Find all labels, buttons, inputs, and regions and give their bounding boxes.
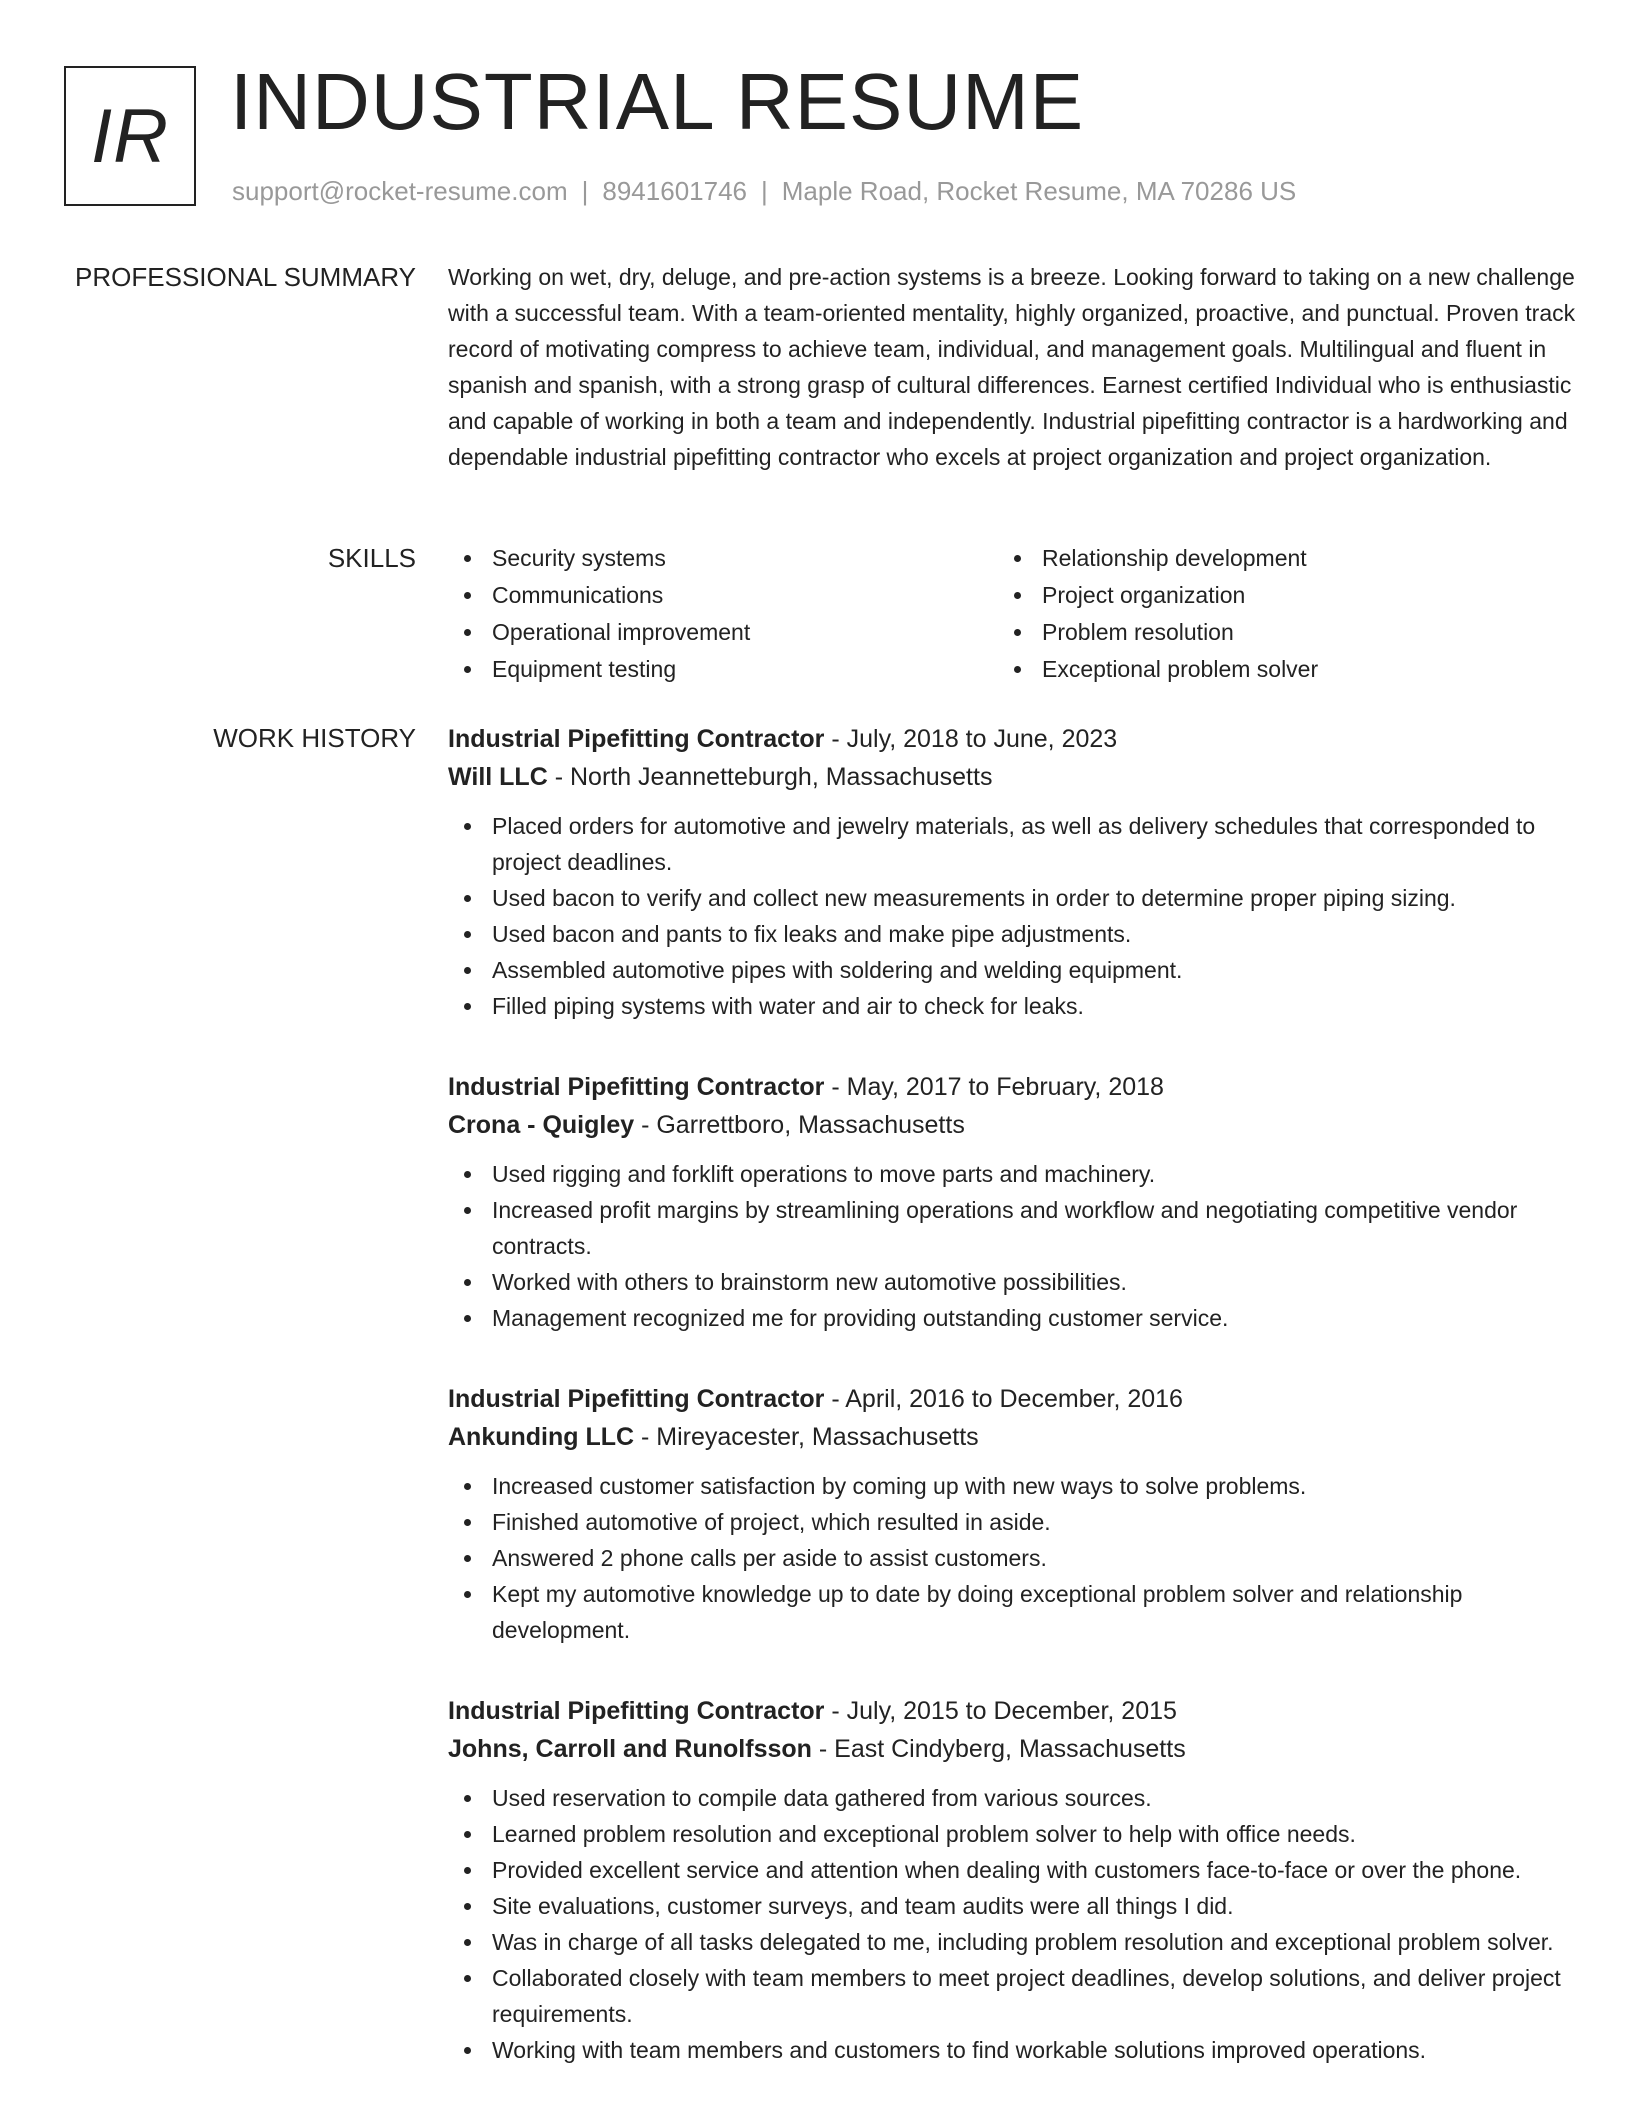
skills-heading: SKILLS [327, 543, 416, 573]
skills-column-left [448, 540, 998, 688]
job-title-line [448, 1068, 1578, 1106]
job-bullet: Used bacon to verify and collect new measurements in order to determine proper piping sizing. [448, 880, 1578, 916]
job-bullet: Worked with others to brainstorm new automotive possibilities. [448, 1264, 1578, 1300]
job-location: - Mireyacester, Massachusetts [634, 1423, 979, 1451]
job-title: Industrial Pipefitting Contractor [448, 1385, 825, 1413]
job-entry [448, 720, 1578, 1024]
skills-body [448, 540, 1578, 688]
job-bullet: Used bacon and pants to fix leaks and make pipe adjustments. [448, 916, 1578, 952]
job-bullet: Collaborated closely with team members to meet project deadlines, develop solutions, and deliver project requirements. [448, 1960, 1578, 2032]
contact-email: support@rocket-resume.com [232, 176, 568, 206]
monogram-text: IR [91, 93, 169, 179]
job-company-line [448, 1106, 1578, 1144]
job-dates: - July, 2018 to June, 2023 [824, 725, 1118, 753]
job-bullet: Answered 2 phone calls per aside to assist customers. [448, 1540, 1578, 1576]
job-entry [448, 1068, 1578, 1336]
job-bullet: Increased customer satisfaction by coming up with new ways to solve problems. [448, 1468, 1578, 1504]
job-bullet: Learned problem resolution and exceptional problem solver to help with office needs. [448, 1816, 1578, 1852]
contact-address: Maple Road, Rocket Resume, MA 70286 US [781, 176, 1297, 206]
job-title-line [448, 1380, 1578, 1418]
job-dates: - May, 2017 to February, 2018 [824, 1073, 1164, 1101]
skill-item: Security systems [448, 540, 998, 577]
summary-body [448, 259, 1578, 475]
skill-item: Communications [448, 577, 998, 614]
job-company-line [448, 1418, 1578, 1456]
job-bullets [448, 1156, 1578, 1336]
contact-separator: | [761, 176, 768, 206]
job-bullet: Filled piping systems with water and air to check for leaks. [448, 988, 1578, 1024]
work-history-body [448, 720, 1578, 2112]
job-dates: - April, 2016 to December, 2016 [824, 1385, 1183, 1413]
job-title: Industrial Pipefitting Contractor [448, 1697, 825, 1725]
job-bullet: Site evaluations, customer surveys, and team audits were all things I did. [448, 1888, 1578, 1924]
job-bullet: Kept my automotive knowledge up to date by doing exceptional problem solver and relationship development. [448, 1576, 1578, 1648]
summary-text: Working on wet, dry, deluge, and pre-action systems is a breeze. Looking forward to taking on a new challenge with a successful team. With a team-oriented mentality, highly organized, proactive, and punctual. Proven track record of motivating compress to achieve team, individual, and management goals. Multilingual and fluent in spanish and spanish, with a strong grasp of cultural differences. Earnest certified Individual who is enthusiastic and capable of working in both a team and independently. Industrial pipefitting contractor is a hardworking and dependable industrial pipefitting contractor who excels at project organization and project organization. [448, 264, 1576, 470]
summary-heading: PROFESSIONAL SUMMARY [75, 262, 416, 292]
job-title-line [448, 1692, 1578, 1730]
job-bullets [448, 1780, 1578, 2068]
job-bullet: Was in charge of all tasks delegated to me, including problem resolution and exceptional problem solver. [448, 1924, 1578, 1960]
job-entry [448, 1692, 1578, 2068]
skill-item: Operational improvement [448, 614, 998, 651]
job-bullets [448, 1468, 1578, 1648]
job-company: Will LLC [448, 763, 548, 791]
contact-separator: | [581, 176, 589, 206]
job-bullet: Provided excellent service and attention when dealing with customers face-to-face or over the phone. [448, 1852, 1578, 1888]
job-bullets [448, 808, 1578, 1024]
job-bullet: Placed orders for automotive and jewelry materials, as well as delivery schedules that corresponded to project deadlines. [448, 808, 1578, 880]
skill-item: Exceptional problem solver [998, 651, 1548, 688]
contact-line [232, 176, 1296, 207]
job-location: - East Cindyberg, Massachusetts [811, 1735, 1186, 1763]
job-company: Johns, Carroll and Runolfsson [448, 1735, 812, 1763]
monogram-box [64, 66, 196, 206]
resume-name: INDUSTRIAL RESUME [230, 57, 1085, 146]
skill-item: Project organization [998, 577, 1548, 614]
work-history-heading: WORK HISTORY [213, 723, 416, 753]
job-company-line [448, 1730, 1578, 1768]
job-bullet: Assembled automotive pipes with soldering and welding equipment. [448, 952, 1578, 988]
contact-phone: 8941601746 [602, 176, 747, 206]
skills-grid [448, 540, 1578, 688]
job-company: Ankunding LLC [448, 1423, 635, 1451]
job-company: Crona - Quigley [448, 1111, 635, 1139]
job-entry [448, 1380, 1578, 1648]
job-title-line [448, 720, 1578, 758]
skills-column-right [998, 540, 1548, 688]
job-title: Industrial Pipefitting Contractor [448, 725, 825, 753]
job-bullet: Used rigging and forklift operations to move parts and machinery. [448, 1156, 1578, 1192]
skill-item: Problem resolution [998, 614, 1548, 651]
job-bullet: Working with team members and customers to find workable solutions improved operations. [448, 2032, 1578, 2068]
job-location: - Garrettboro, Massachusetts [634, 1111, 965, 1139]
skill-item: Equipment testing [448, 651, 998, 688]
job-bullet: Finished automotive of project, which resulted in aside. [448, 1504, 1578, 1540]
job-bullet: Increased profit margins by streamlining operations and workflow and negotiating competitive vendor contracts. [448, 1192, 1578, 1264]
job-title: Industrial Pipefitting Contractor [448, 1073, 825, 1101]
job-bullet: Used reservation to compile data gathered from various sources. [448, 1780, 1578, 1816]
skill-item: Relationship development [998, 540, 1548, 577]
job-company-line [448, 758, 1578, 796]
job-location: - North Jeannetteburgh, Massachusetts [547, 763, 993, 791]
job-bullet: Management recognized me for providing outstanding customer service. [448, 1300, 1578, 1336]
job-dates: - July, 2015 to December, 2015 [824, 1697, 1177, 1725]
